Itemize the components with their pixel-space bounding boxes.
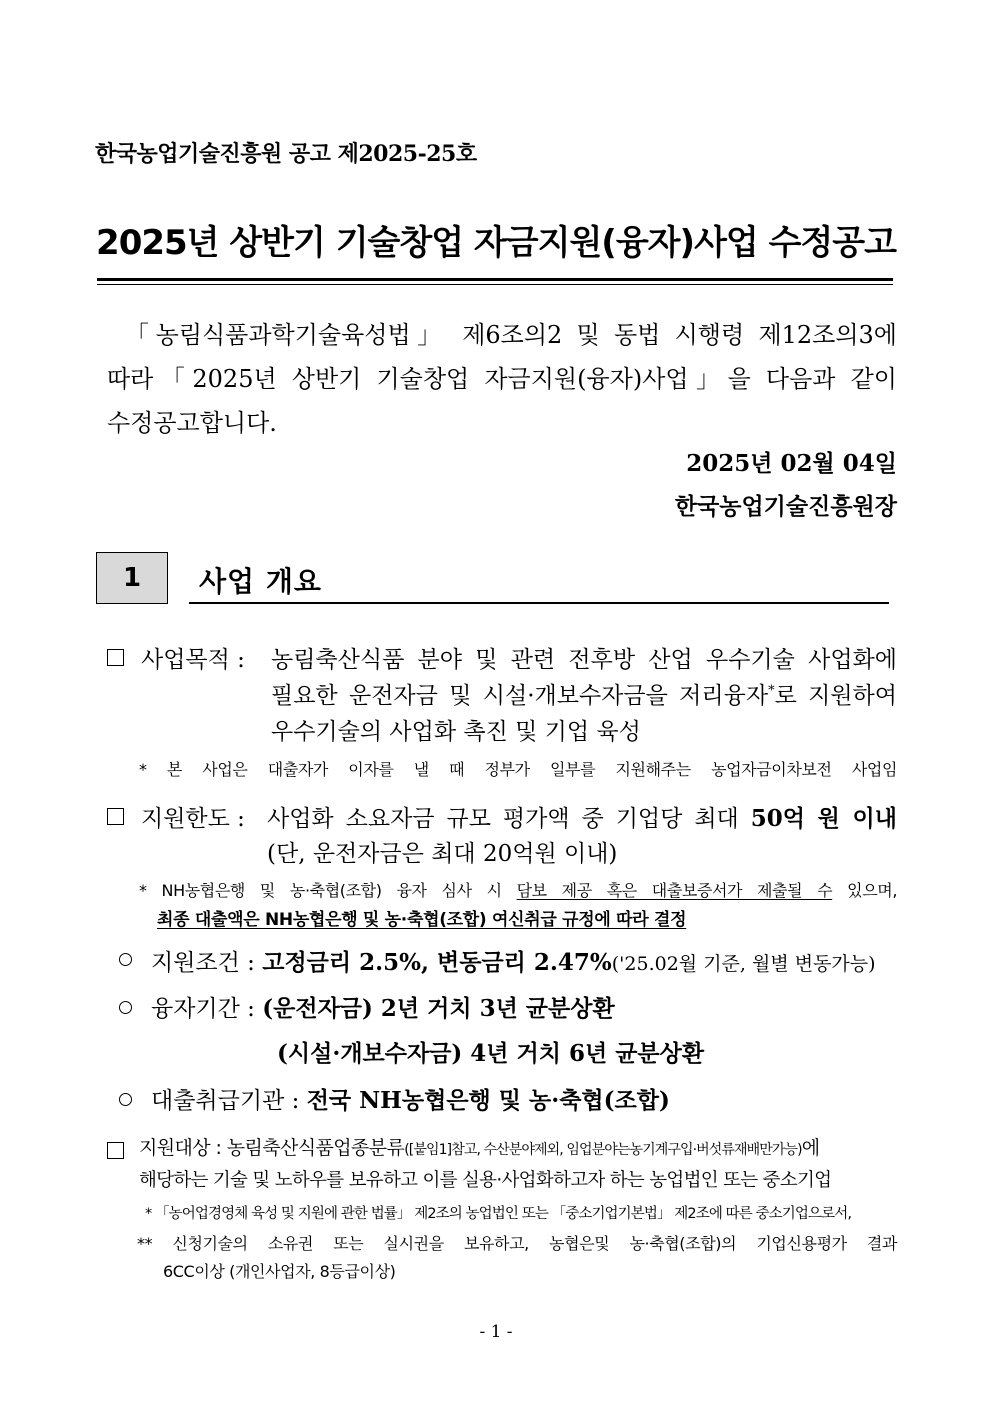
limit-footnote: * NH농협은행 및 농·축협(조합) 융자 심사 시 담보 제공 혹은 대출보증서가 제출될 수 있으며, <box>139 881 898 900</box>
title-rule-thick <box>97 278 893 281</box>
issuer-signature: 한국농업기술진흥원장 <box>674 493 897 520</box>
lender-row: 대출취급기관 : 전국 NH농협은행 및 농·축협(조합) <box>151 1087 670 1114</box>
limit-footnote-emphasis: 최종 대출액은 NH농협은행 및 농·축협(조합) 여신취급 규정에 따라 결정 <box>157 910 687 930</box>
notice-number: 한국농업기술진흥원 공고 제2025-25호 <box>95 141 477 167</box>
target-checkbox-row <box>107 1139 124 1165</box>
purpose-checkbox-row <box>107 646 124 672</box>
limit-line: (단, 운전자금은 최대 20억원 이내) <box>267 841 618 867</box>
bullet-circle-icon <box>119 951 132 970</box>
conditions-row: 지원조건 : 고정금리 2.5%, 변동금리 2.47%('25.02월 기준, 월별 변동가능) <box>151 949 876 976</box>
checkbox-square-icon <box>107 649 124 666</box>
target-footnote: 6CC이상 (개인사업자, 8등급이상) <box>163 1262 396 1281</box>
notice-date: 2025년 02월 04일 <box>686 450 897 477</box>
purpose-line: 우수기술의 사업화 촉진 및 기업 육성 <box>271 719 641 745</box>
bullet-circle-icon <box>119 999 132 1018</box>
intro-paragraph <box>107 313 897 445</box>
page-number: - 1 - <box>479 1322 513 1342</box>
purpose-line: 농림축산식품 분야 및 관련 전후방 산업 우수기술 사업화에 <box>271 647 897 673</box>
purpose-label: 사업목적 : <box>141 647 245 673</box>
limit-label: 지원한도 : <box>141 806 245 832</box>
target-line: 해당하는 기술 및 노하우를 보유하고 이를 실용·사업화하고자 하는 농업법인 또는 중소기업 <box>139 1170 832 1191</box>
limit-checkbox-row <box>107 805 124 831</box>
bullet-circle-icon <box>119 1091 132 1110</box>
period-row: 융자기간 : (운전자금) 2년 거치 3년 균분상환 <box>151 995 615 1022</box>
period-line2: (시설·개보수자금) 4년 거치 6년 균분상환 <box>277 1040 705 1067</box>
section-underline <box>189 602 889 604</box>
intro-line: 수정공고합니다. <box>107 409 277 437</box>
title-rule-thin <box>97 284 893 285</box>
intro-line: 「농림식품과학기술육성법」 제6조의2 및 동법 시행령 제12조의3에 <box>125 321 897 349</box>
checkbox-square-icon <box>107 808 124 825</box>
target-line: 지원대상 : 농림축산식품업종분류([붙임1]참고, 수산분야제외, 임업분야는농기계구입·버섯류재배만가능)에 <box>139 1137 820 1159</box>
limit-line: 사업화 소요자금 규모 평가액 중 기업당 최대 50억 원 이내 <box>267 805 897 832</box>
section-title: 사업 개요 <box>199 565 322 598</box>
section-number-box: 1 <box>96 552 168 604</box>
purpose-footnote: * 본 사업은 대출자가 이자를 낼 때 정부가 일부를 지원해주는 농업자금이차보전 사업임 <box>139 760 897 779</box>
target-footnote: ** 신청기술의 소유권 또는 실시권을 보유하고, 농협은및 농·축협(조합)의 기업신용평가 결과 <box>137 1234 897 1253</box>
target-footnote: * 「농어업경영체 육성 및 지원에 관한 법률」 제2조의 농업법인 또는 「중소기업기본법」 제2조에 따른 중소기업으로서, <box>145 1206 852 1222</box>
intro-line: 따라「2025년 상반기 기술창업 자금지원(융자)사업」을 다음과 같이 <box>107 365 897 393</box>
checkbox-square-icon <box>107 1142 124 1159</box>
purpose-line: 필요한 운전자금 및 시설·개보수자금을 저리융자*로 지원하여 <box>271 683 897 709</box>
page-title: 2025년 상반기 기술창업 자금지원(융자)사업 수정공고 <box>96 223 896 263</box>
